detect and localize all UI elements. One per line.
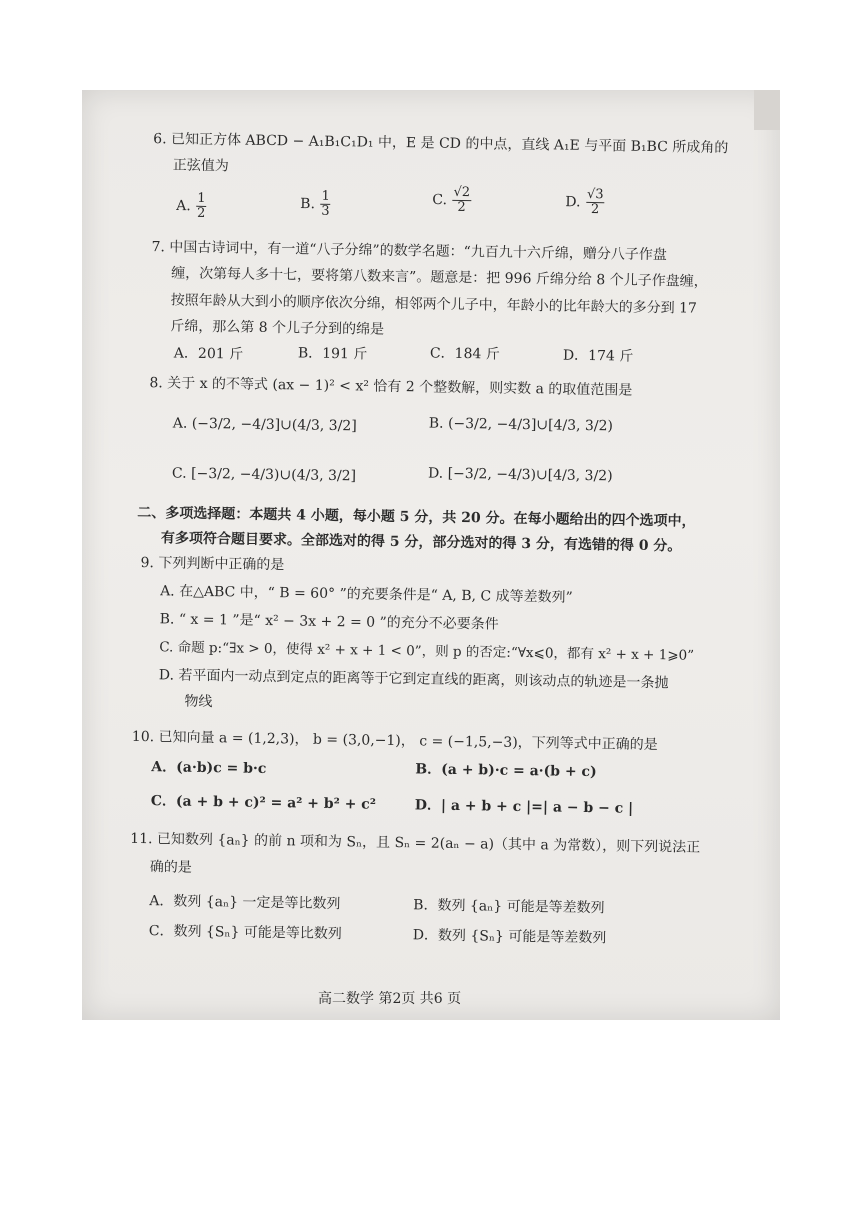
q9-option-d-line1[interactable]: D. 若平面内一动点到定点的距离等于它到定直线的距离，则该动点的轨迹是一条抛: [158, 667, 669, 692]
page-footer: 高二数学 第2页 共6 页: [318, 991, 462, 1007]
q6-option-a-fraction: $\frac{1}{2}$: [196, 190, 206, 221]
q6-option-a-label: A.: [176, 197, 191, 215]
q6-option-b[interactable]: [300, 189, 332, 218]
q8-option-c-text: [−3/2, −4/3)∪(4/3, 3/2]: [190, 465, 357, 485]
q7-stem-line2: 缠，次第每人多十七，要将第八数来言”。题意是：把 996 斤绵分给 8 个儿子作盘缠，: [171, 265, 708, 290]
section2-header-line2: 有多项符合题目要求。全部选对的得 5 分，部分选对的得 3 分，有选错的得 0 分。: [160, 530, 682, 555]
q9-option-c[interactable]: C. 命题 p:“∃x > 0，使得 x² + x + 1 < 0”，则 p 的否定:“∀x⩽0，都有 x² + x + 1⩾0”: [159, 639, 695, 664]
q7-option-d[interactable]: D．174 斤: [562, 347, 634, 365]
q8-option-a[interactable]: [173, 413, 357, 436]
q6-option-a[interactable]: [176, 191, 208, 220]
q8-option-b-text: (−3/2, −4/3]∪[4/3, 3/2): [447, 415, 614, 435]
q6-option-d-fraction: $\frac{√3}{2}$: [586, 186, 604, 218]
q8-option-d-text: [−3/2, −4/3)∪[4/3, 3/2): [447, 465, 613, 485]
q9-stem: 9. 下列判断中正确的是: [140, 554, 285, 574]
q6-option-b-label: B.: [300, 195, 316, 213]
q8-option-b[interactable]: [429, 413, 613, 436]
exam-content: [82, 90, 780, 1020]
q8-option-b-label: B.: [428, 415, 444, 432]
q7-option-a[interactable]: A．201 斤: [173, 345, 244, 363]
q9-option-d-line2: 物线: [184, 693, 213, 711]
q11-option-a[interactable]: A．数列 {aₙ} 一定是等比数列: [149, 893, 341, 913]
q10-option-d[interactable]: D．| a + b + c |=| a − b − c |: [414, 797, 634, 817]
q7-stem-line3: 按照年龄从大到小的顺序依次分绵，相邻两个儿子中，年龄小的比年龄大的多分到 17: [170, 292, 698, 317]
q8-option-d[interactable]: [428, 463, 613, 486]
q10-option-c[interactable]: C．(a + b + c)² = a² + b² + c²: [150, 793, 377, 813]
q11-stem-line1: 11. 已知数列 {aₙ} 的前 n 项和为 Sₙ，且 Sₙ = 2(aₙ − a)（其中 a 为常数），则下列说法正: [130, 830, 701, 856]
q11-option-c[interactable]: C．数列 {Sₙ} 可能是等比数列: [148, 923, 342, 943]
section2-header-line1: 二、多项选择题：本题共 4 小题，每小题 5 分，共 20 分。在每小题给出的四个选项中，: [137, 504, 696, 530]
q7-stem-line1: 7. 中国古诗词中，有一道“八子分绵”的数学名题：“九百九十六斤绵，赠分八子作盘: [151, 239, 667, 264]
q6-option-c-fraction: $\frac{√2}{2}$: [453, 184, 471, 216]
q7-option-c[interactable]: C．184 斤: [429, 345, 500, 363]
q8-option-a-text: (−3/2, −4/3]∪(4/3, 3/2]: [191, 415, 357, 435]
q8-stem: 8. 关于 x 的不等式 (ax − 1)² < x² 恰有 2 个整数解，则实数 a 的取值范围是: [149, 375, 633, 399]
q11-option-b[interactable]: B．数列 {aₙ} 可能是等差数列: [413, 897, 605, 917]
q10-option-a[interactable]: A．(a·b)c = b·c: [151, 759, 267, 777]
q6-option-d-label: D.: [565, 194, 581, 211]
q10-stem: 10. 已知向量 a = (1,2,3)， b = (3,0,−1)， c = (−1,5,−3)，下列等式中正确的是: [131, 728, 658, 754]
q11-option-d[interactable]: D．数列 {Sₙ} 可能是等差数列: [412, 927, 607, 947]
q9-option-a[interactable]: A. 在△ABC 中，“ B = 60° ”的充要条件是“ A, B, C 成等差数列”: [160, 583, 573, 606]
q10-option-b[interactable]: B．(a + b)·c = a·(b + c): [415, 761, 597, 781]
q6-option-d[interactable]: [565, 188, 606, 218]
q6-stem-line2: 正弦值为: [172, 157, 229, 175]
q7-option-b[interactable]: B．191 斤: [297, 345, 368, 363]
q8-option-d-label: D.: [427, 465, 444, 482]
q6-option-c[interactable]: [432, 186, 472, 216]
q8-option-c[interactable]: [172, 463, 356, 486]
q8-option-a-label: A.: [172, 415, 188, 432]
exam-page-photo: [82, 90, 780, 1020]
q11-stem-line2: 确的是: [149, 859, 192, 876]
q6-stem-line1: 6. 已知正方体 ABCD − A₁B₁C₁D₁ 中，E 是 CD 的中点，直线 A₁E 与平面 B₁BC 所成角的: [153, 131, 729, 157]
q7-stem-line4: 斤绵，那么第 8 个儿子分到的绵是: [170, 318, 385, 338]
q8-option-c-label: C.: [171, 465, 187, 482]
q6-option-b-fraction: $\frac{1}{3}$: [321, 188, 330, 219]
q6-option-c-label: C.: [432, 192, 448, 209]
q9-option-b[interactable]: B. “ x = 1 ”是“ x² − 3x + 2 = 0 ”的充分不必要条件: [159, 611, 499, 633]
